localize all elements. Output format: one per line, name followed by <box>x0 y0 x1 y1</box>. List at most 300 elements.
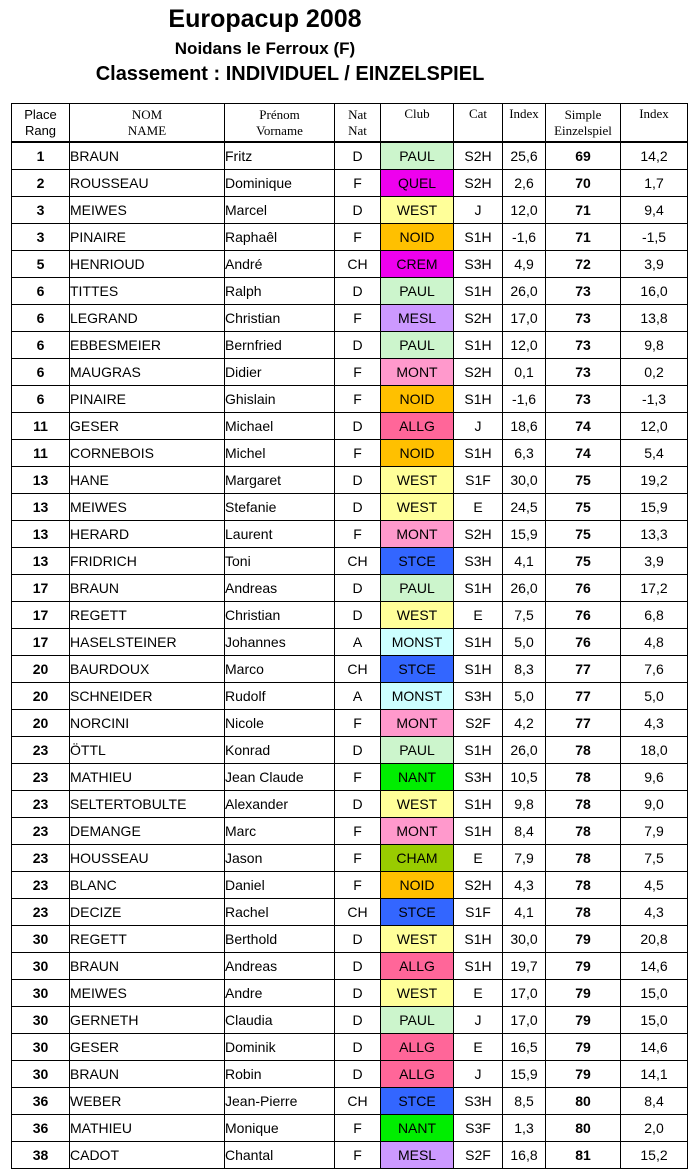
nationality-cell: D <box>335 953 381 980</box>
name-cell: HERARD <box>70 521 225 548</box>
page-title: Europacup 2008 <box>168 5 362 33</box>
name-cell: BRAUN <box>70 575 225 602</box>
first-name-cell: Berthold <box>225 926 335 953</box>
first-name-cell: Rachel <box>225 899 335 926</box>
first-name-cell: Marcel <box>225 197 335 224</box>
category-cell: S1H <box>454 791 503 818</box>
club-cell: WEST <box>381 197 454 224</box>
simple-cell: 79 <box>546 980 621 1007</box>
category-cell: S2H <box>454 521 503 548</box>
nationality-cell: D <box>335 278 381 305</box>
first-name-cell: Bernfried <box>225 332 335 359</box>
category-cell: S3H <box>454 1088 503 1115</box>
header-category: Cat <box>454 104 503 143</box>
first-name-cell: Konrad <box>225 737 335 764</box>
index-cell: 15,9 <box>503 1061 546 1088</box>
simple-cell: 71 <box>546 224 621 251</box>
simple-cell: 70 <box>546 170 621 197</box>
first-name-cell: Monique <box>225 1115 335 1142</box>
place-cell: 6 <box>12 278 70 305</box>
index-cell: 17,0 <box>503 1007 546 1034</box>
club-cell: QUEL <box>381 170 454 197</box>
club-cell: NANT <box>381 1115 454 1142</box>
name-cell: PINAIRE <box>70 386 225 413</box>
name-cell: BRAUN <box>70 953 225 980</box>
table-row <box>12 197 688 224</box>
place-cell: 11 <box>12 413 70 440</box>
index-cell: 7,5 <box>503 602 546 629</box>
place-cell: 6 <box>12 386 70 413</box>
first-name-cell: Andreas <box>225 575 335 602</box>
category-cell: J <box>454 1007 503 1034</box>
nationality-cell: F <box>335 440 381 467</box>
simple-cell: 78 <box>546 791 621 818</box>
club-cell: STCE <box>381 1088 454 1115</box>
place-cell: 30 <box>12 926 70 953</box>
first-name-cell: Claudia <box>225 1007 335 1034</box>
category-cell: J <box>454 197 503 224</box>
index-new-cell: -1,3 <box>621 386 688 413</box>
nationality-cell: F <box>335 818 381 845</box>
club-cell: STCE <box>381 899 454 926</box>
table-row <box>12 251 688 278</box>
club-cell: PAUL <box>381 1007 454 1034</box>
index-cell: 4,1 <box>503 899 546 926</box>
name-cell: ÖTTL <box>70 737 225 764</box>
name-cell: LEGRAND <box>70 305 225 332</box>
club-cell: ALLG <box>381 1034 454 1061</box>
simple-cell: 75 <box>546 521 621 548</box>
table-row <box>12 980 688 1007</box>
place-cell: 6 <box>12 332 70 359</box>
category-cell: E <box>454 980 503 1007</box>
name-cell: SCHNEIDER <box>70 683 225 710</box>
index-new-cell: 15,9 <box>621 494 688 521</box>
simple-cell: 76 <box>546 629 621 656</box>
simple-cell: 75 <box>546 548 621 575</box>
club-cell: MESL <box>381 305 454 332</box>
name-cell: NORCINI <box>70 710 225 737</box>
place-cell: 11 <box>12 440 70 467</box>
index-new-cell: 4,8 <box>621 629 688 656</box>
simple-cell: 78 <box>546 737 621 764</box>
index-new-cell: 5,0 <box>621 683 688 710</box>
club-cell: PAUL <box>381 142 454 170</box>
nationality-cell: CH <box>335 1088 381 1115</box>
index-new-cell: 14,2 <box>621 142 688 170</box>
nationality-cell: D <box>335 1034 381 1061</box>
category-cell: S1H <box>454 737 503 764</box>
nationality-cell: D <box>335 1007 381 1034</box>
table-row <box>12 953 688 980</box>
table-row <box>12 359 688 386</box>
index-cell: 8,3 <box>503 656 546 683</box>
index-cell: 5,0 <box>503 683 546 710</box>
category-cell: E <box>454 1034 503 1061</box>
nationality-cell: F <box>335 224 381 251</box>
first-name-cell: Dominik <box>225 1034 335 1061</box>
index-new-cell: 20,8 <box>621 926 688 953</box>
index-new-cell: 7,5 <box>621 845 688 872</box>
name-cell: MEIWES <box>70 494 225 521</box>
category-cell: E <box>454 845 503 872</box>
club-cell: MONT <box>381 359 454 386</box>
club-cell: PAUL <box>381 737 454 764</box>
club-cell: PAUL <box>381 575 454 602</box>
nationality-cell: F <box>335 710 381 737</box>
index-new-cell: 18,0 <box>621 737 688 764</box>
name-cell: GERNETH <box>70 1007 225 1034</box>
category-cell: J <box>454 1061 503 1088</box>
club-cell: WEST <box>381 602 454 629</box>
header-simple: Simple Einzelspiel <box>546 104 621 143</box>
first-name-cell: Chantal <box>225 1142 335 1169</box>
index-new-cell: 5,4 <box>621 440 688 467</box>
club-cell: WEST <box>381 494 454 521</box>
table-row <box>12 1061 688 1088</box>
nationality-cell: CH <box>335 251 381 278</box>
club-cell: MONT <box>381 818 454 845</box>
nationality-cell: D <box>335 1061 381 1088</box>
club-cell: MONT <box>381 710 454 737</box>
ranking-title: Classement : INDIVIDUEL / EINZELSPIEL <box>95 63 485 85</box>
simple-cell: 71 <box>546 197 621 224</box>
simple-cell: 78 <box>546 872 621 899</box>
table-row <box>12 791 688 818</box>
category-cell: S1H <box>454 953 503 980</box>
place-cell: 20 <box>12 656 70 683</box>
table-row <box>12 764 688 791</box>
nationality-cell: D <box>335 142 381 170</box>
category-cell: S3H <box>454 764 503 791</box>
index-cell: 15,9 <box>503 521 546 548</box>
club-cell: MESL <box>381 1142 454 1169</box>
place-cell: 23 <box>12 764 70 791</box>
index-cell: 4,9 <box>503 251 546 278</box>
place-cell: 13 <box>12 548 70 575</box>
index-new-cell: 13,8 <box>621 305 688 332</box>
name-cell: MEIWES <box>70 980 225 1007</box>
simple-cell: 76 <box>546 602 621 629</box>
simple-cell: 79 <box>546 1007 621 1034</box>
simple-cell: 73 <box>546 386 621 413</box>
table-row <box>12 737 688 764</box>
club-cell: PAUL <box>381 278 454 305</box>
nationality-cell: F <box>335 170 381 197</box>
category-cell: S2H <box>454 872 503 899</box>
simple-cell: 73 <box>546 278 621 305</box>
nationality-cell: A <box>335 629 381 656</box>
simple-cell: 79 <box>546 926 621 953</box>
header-nationality: Nat Nat <box>335 104 381 143</box>
header-first-name: Prénom Vorname <box>225 104 335 143</box>
first-name-cell: Ralph <box>225 278 335 305</box>
index-cell: 18,6 <box>503 413 546 440</box>
place-cell: 5 <box>12 251 70 278</box>
simple-cell: 79 <box>546 1034 621 1061</box>
table-row <box>12 413 688 440</box>
category-cell: S2H <box>454 170 503 197</box>
place-cell: 23 <box>12 818 70 845</box>
place-cell: 6 <box>12 359 70 386</box>
name-cell: PINAIRE <box>70 224 225 251</box>
place-cell: 23 <box>12 791 70 818</box>
table-row <box>12 440 688 467</box>
nationality-cell: F <box>335 305 381 332</box>
index-cell: 30,0 <box>503 467 546 494</box>
table-row <box>12 1034 688 1061</box>
first-name-cell: Michel <box>225 440 335 467</box>
index-new-cell: 0,2 <box>621 359 688 386</box>
simple-cell: 78 <box>546 845 621 872</box>
index-new-cell: 7,9 <box>621 818 688 845</box>
place-cell: 20 <box>12 683 70 710</box>
table-row <box>12 872 688 899</box>
simple-cell: 79 <box>546 953 621 980</box>
first-name-cell: Raphaêl <box>225 224 335 251</box>
nationality-cell: D <box>335 737 381 764</box>
table-row <box>12 170 688 197</box>
index-cell: 4,2 <box>503 710 546 737</box>
index-new-cell: 16,0 <box>621 278 688 305</box>
index-cell: 26,0 <box>503 737 546 764</box>
index-new-cell: 9,8 <box>621 332 688 359</box>
category-cell: S1H <box>454 440 503 467</box>
nationality-cell: D <box>335 602 381 629</box>
name-cell: GESER <box>70 413 225 440</box>
place-cell: 17 <box>12 629 70 656</box>
category-cell: S2F <box>454 1142 503 1169</box>
place-cell: 13 <box>12 494 70 521</box>
name-cell: BRAUN <box>70 142 225 170</box>
index-cell: 12,0 <box>503 332 546 359</box>
category-cell: S1H <box>454 926 503 953</box>
name-cell: BRAUN <box>70 1061 225 1088</box>
index-new-cell: 9,4 <box>621 197 688 224</box>
name-cell: HANE <box>70 467 225 494</box>
club-cell: NOID <box>381 224 454 251</box>
name-cell: WEBER <box>70 1088 225 1115</box>
nationality-cell: A <box>335 683 381 710</box>
first-name-cell: Ghislain <box>225 386 335 413</box>
club-cell: NOID <box>381 440 454 467</box>
place-cell: 13 <box>12 521 70 548</box>
table-row <box>12 142 688 170</box>
first-name-cell: Stefanie <box>225 494 335 521</box>
first-name-cell: Toni <box>225 548 335 575</box>
place-cell: 23 <box>12 872 70 899</box>
name-cell: MAUGRAS <box>70 359 225 386</box>
table-row <box>12 548 688 575</box>
place-cell: 2 <box>12 170 70 197</box>
name-cell: MEIWES <box>70 197 225 224</box>
club-cell: MONT <box>381 521 454 548</box>
index-cell: 4,3 <box>503 872 546 899</box>
club-cell: WEST <box>381 791 454 818</box>
index-new-cell: 9,6 <box>621 764 688 791</box>
index-cell: 5,0 <box>503 629 546 656</box>
place-cell: 23 <box>12 737 70 764</box>
header-index-new: Index <box>621 104 688 143</box>
name-cell: GESER <box>70 1034 225 1061</box>
index-new-cell: 9,0 <box>621 791 688 818</box>
first-name-cell: Daniel <box>225 872 335 899</box>
index-new-cell: 15,2 <box>621 1142 688 1169</box>
name-cell: CADOT <box>70 1142 225 1169</box>
simple-cell: 77 <box>546 656 621 683</box>
index-cell: 8,4 <box>503 818 546 845</box>
index-cell: 0,1 <box>503 359 546 386</box>
name-cell: REGETT <box>70 926 225 953</box>
simple-cell: 80 <box>546 1088 621 1115</box>
index-cell: 16,8 <box>503 1142 546 1169</box>
place-cell: 13 <box>12 467 70 494</box>
club-cell: MONST <box>381 629 454 656</box>
category-cell: S1H <box>454 656 503 683</box>
index-cell: 19,7 <box>503 953 546 980</box>
club-cell: WEST <box>381 467 454 494</box>
first-name-cell: Andre <box>225 980 335 1007</box>
club-cell: ALLG <box>381 1061 454 1088</box>
place-cell: 30 <box>12 1061 70 1088</box>
header-club: Club <box>381 104 454 143</box>
name-cell: TITTES <box>70 278 225 305</box>
place-cell: 17 <box>12 602 70 629</box>
index-new-cell: 4,3 <box>621 710 688 737</box>
club-cell: STCE <box>381 548 454 575</box>
category-cell: S1F <box>454 467 503 494</box>
index-cell: 1,3 <box>503 1115 546 1142</box>
first-name-cell: Christian <box>225 305 335 332</box>
first-name-cell: Andreas <box>225 953 335 980</box>
index-cell: -1,6 <box>503 386 546 413</box>
simple-cell: 75 <box>546 467 621 494</box>
name-cell: EBBESMEIER <box>70 332 225 359</box>
category-cell: S2H <box>454 305 503 332</box>
table-row <box>12 224 688 251</box>
nationality-cell: F <box>335 521 381 548</box>
first-name-cell: Nicole <box>225 710 335 737</box>
name-cell: CORNEBOIS <box>70 440 225 467</box>
ranking-table <box>11 103 688 1169</box>
index-new-cell: 15,0 <box>621 1007 688 1034</box>
place-cell: 30 <box>12 953 70 980</box>
place-cell: 36 <box>12 1088 70 1115</box>
club-cell: WEST <box>381 926 454 953</box>
place-cell: 6 <box>12 305 70 332</box>
simple-cell: 77 <box>546 710 621 737</box>
first-name-cell: Johannes <box>225 629 335 656</box>
place-cell: 3 <box>12 197 70 224</box>
nationality-cell: CH <box>335 548 381 575</box>
nationality-cell: F <box>335 1115 381 1142</box>
index-new-cell: 7,6 <box>621 656 688 683</box>
name-cell: DECIZE <box>70 899 225 926</box>
club-cell: PAUL <box>381 332 454 359</box>
table-header-row <box>12 104 688 143</box>
club-cell: ALLG <box>381 413 454 440</box>
table-row <box>12 1007 688 1034</box>
index-new-cell: 12,0 <box>621 413 688 440</box>
index-new-cell: 14,6 <box>621 953 688 980</box>
index-cell: 26,0 <box>503 575 546 602</box>
nationality-cell: F <box>335 872 381 899</box>
index-cell: 8,5 <box>503 1088 546 1115</box>
table-row <box>12 305 688 332</box>
index-cell: 30,0 <box>503 926 546 953</box>
index-cell: 16,5 <box>503 1034 546 1061</box>
first-name-cell: Jean Claude <box>225 764 335 791</box>
club-cell: CHAM <box>381 845 454 872</box>
club-cell: NANT <box>381 764 454 791</box>
index-cell: 2,6 <box>503 170 546 197</box>
nationality-cell: F <box>335 845 381 872</box>
table-row <box>12 629 688 656</box>
first-name-cell: Robin <box>225 1061 335 1088</box>
nationality-cell: F <box>335 359 381 386</box>
place-cell: 36 <box>12 1115 70 1142</box>
category-cell: E <box>454 494 503 521</box>
first-name-cell: Laurent <box>225 521 335 548</box>
first-name-cell: Rudolf <box>225 683 335 710</box>
table-row <box>12 926 688 953</box>
category-cell: E <box>454 602 503 629</box>
category-cell: S2F <box>454 710 503 737</box>
place-cell: 3 <box>12 224 70 251</box>
name-cell: HENRIOUD <box>70 251 225 278</box>
nationality-cell: D <box>335 197 381 224</box>
header-name: NOM NAME <box>70 104 225 143</box>
index-cell: 17,0 <box>503 305 546 332</box>
nationality-cell: D <box>335 980 381 1007</box>
nationality-cell: D <box>335 791 381 818</box>
category-cell: S3H <box>454 548 503 575</box>
simple-cell: 72 <box>546 251 621 278</box>
category-cell: S1F <box>454 899 503 926</box>
category-cell: S1H <box>454 224 503 251</box>
first-name-cell: Dominique <box>225 170 335 197</box>
simple-cell: 76 <box>546 575 621 602</box>
simple-cell: 79 <box>546 1061 621 1088</box>
index-cell: 25,6 <box>503 142 546 170</box>
place-cell: 30 <box>12 1034 70 1061</box>
index-new-cell: 17,2 <box>621 575 688 602</box>
category-cell: J <box>454 413 503 440</box>
first-name-cell: Jean-Pierre <box>225 1088 335 1115</box>
name-cell: SELTERTOBULTE <box>70 791 225 818</box>
first-name-cell: Margaret <box>225 467 335 494</box>
name-cell: ROUSSEAU <box>70 170 225 197</box>
index-cell: 12,0 <box>503 197 546 224</box>
nationality-cell: CH <box>335 656 381 683</box>
first-name-cell: Marco <box>225 656 335 683</box>
ranking-rows <box>12 142 688 1169</box>
simple-cell: 73 <box>546 332 621 359</box>
nationality-cell: D <box>335 575 381 602</box>
place-cell: 20 <box>12 710 70 737</box>
first-name-cell: Didier <box>225 359 335 386</box>
index-new-cell: 8,4 <box>621 1088 688 1115</box>
nationality-cell: D <box>335 467 381 494</box>
index-new-cell: 15,0 <box>621 980 688 1007</box>
simple-cell: 81 <box>546 1142 621 1169</box>
first-name-cell: Christian <box>225 602 335 629</box>
index-new-cell: 3,9 <box>621 548 688 575</box>
club-cell: WEST <box>381 980 454 1007</box>
nationality-cell: F <box>335 1142 381 1169</box>
table-row <box>12 602 688 629</box>
table-row <box>12 575 688 602</box>
